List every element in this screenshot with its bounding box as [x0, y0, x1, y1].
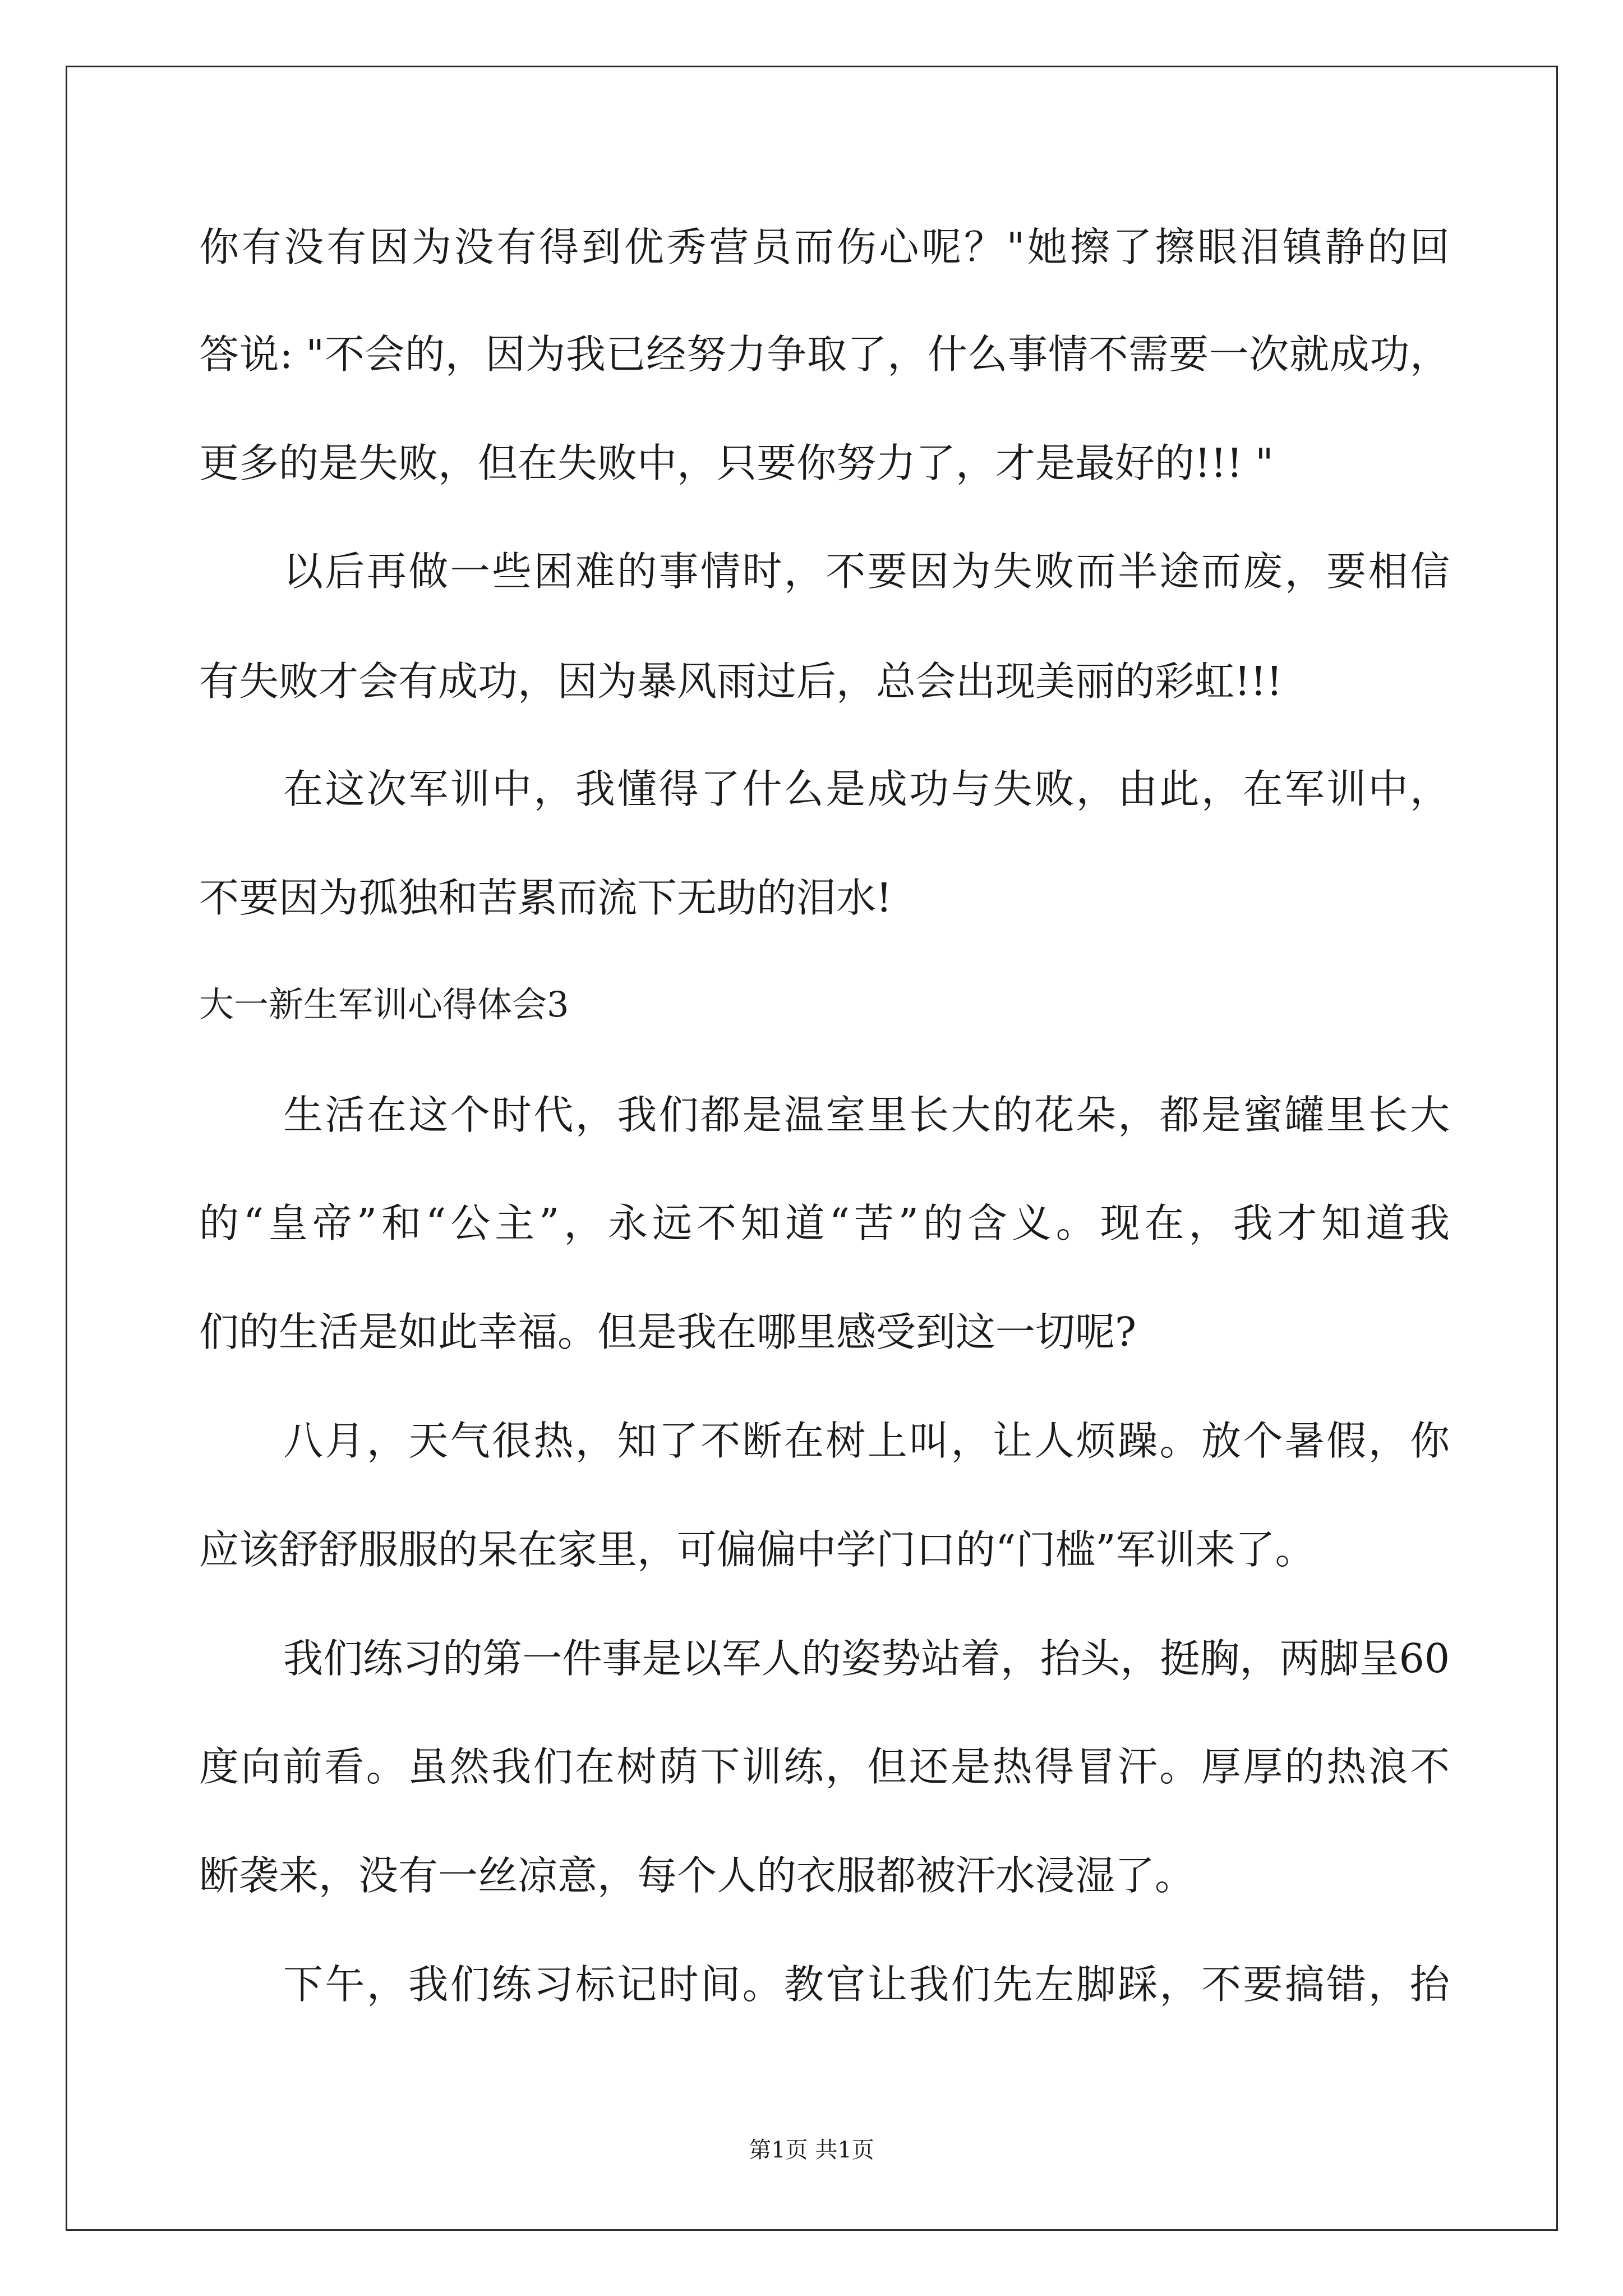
- text-line: 不要因为孤独和苦累而流下无助的泪水!: [199, 875, 892, 921]
- text-line: 更多的是失败，但在失败中，只要你努力了，才是最好的!!! ": [199, 440, 1274, 486]
- section-heading: 大一新生军训心得体会3: [199, 984, 569, 1025]
- text-line: 断袭来，没有一丝凉意，每个人的衣服都被汗水浸湿了。: [199, 1852, 1195, 1899]
- paragraph-line: 下午，我们练习标记时间。教官让我们先左脚踩，不要搞错，抬: [283, 1961, 1450, 2008]
- text-line: 你有没有因为没有得到优秀营员而伤心呢？"她擦了擦眼泪镇静的回: [199, 224, 1450, 270]
- paragraph-line: 在这次军训中，我懂得了什么是成功与失败，由此，在军训中，: [283, 766, 1450, 812]
- paragraph-line: 生活在这个时代，我们都是温室里长大的花朵，都是蜜罐里长大: [283, 1092, 1450, 1138]
- paragraph-line: 我们练习的第一件事是以军人的姿势站着，抬头，挺胸，两脚呈60: [283, 1635, 1450, 1682]
- text-line: 度向前看。虽然我们在树荫下训练，但还是热得冒汗。厚厚的热浪不: [199, 1743, 1450, 1790]
- paragraph-line: 八月，天气很热，知了不断在树上叫，让人烦躁。放个暑假，你: [283, 1418, 1450, 1464]
- page-footer: 第1页 共1页: [749, 2137, 874, 2163]
- paragraph-line: 以后再做一些困难的事情时，不要因为失败而半途而废，要相信: [283, 548, 1450, 595]
- page-border: [66, 66, 1558, 2231]
- text-line: 答说: "不会的，因为我已经努力争取了，什么事情不需要一次就成功，: [199, 331, 1450, 378]
- text-line: 应该舒舒服服的呆在家里，可偏偏中学门口的“门槛”军训来了。: [199, 1526, 1315, 1573]
- text-line: 的“皇帝”和“公主”，永远不知道“苦”的含义。现在，我才知道我: [199, 1200, 1450, 1246]
- text-line: 有失败才会有成功，因为暴风雨过后，总会出现美丽的彩虹!!!: [199, 658, 1283, 705]
- text-line: 们的生活是如此幸福。但是我在哪里感受到这一切呢?: [199, 1309, 1137, 1355]
